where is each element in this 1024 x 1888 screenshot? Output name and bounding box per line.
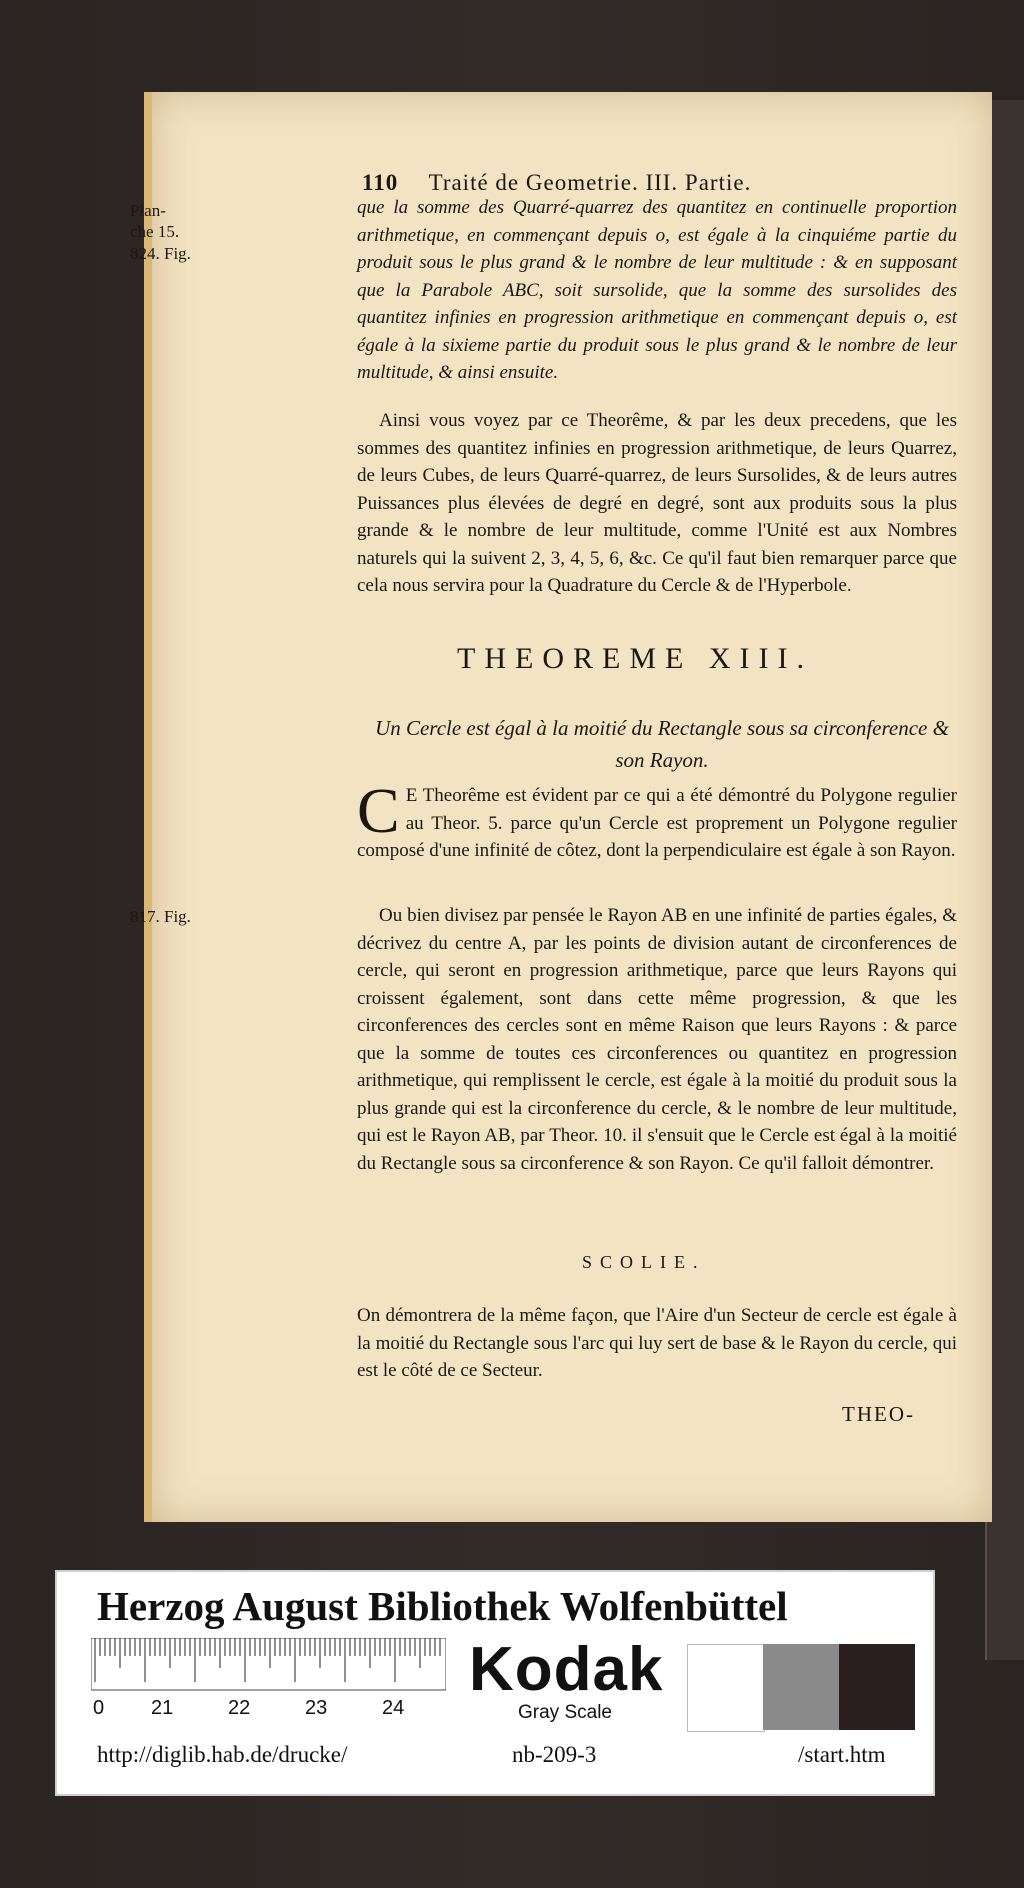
paragraph-ainsi: Ainsi vous voyez par ce Theorême, & par les deux precedens, que les sommes des quantitez infinies en progression arithmetique, de leurs Quarrez, de leurs Cubes, de leurs Quarré-quarrez, de leurs Sursolides, & de leurs autres Puissances plus élevées de degré en degré, sont aux produits sous la plus grande & le nombre de leur multitude, comme l'Unité est aux Nombres naturels qui la suivent 2, 3, 4, 5, 6, &c. Ce qu'il faut bien remarquer parce que cela nous servira pour la Quadrature du Cercle & de l'Hyperbole. bbox=[357, 410, 957, 596]
url-left: http://diglib.hab.de/drucke/ bbox=[97, 1742, 348, 1767]
ruler-label-21: 21 bbox=[151, 1697, 174, 1719]
running-title: Traité de Geometrie. III. Partie. bbox=[428, 170, 752, 195]
document-code: nb-209-3 bbox=[512, 1742, 597, 1767]
url-right: /start.htm bbox=[798, 1742, 886, 1767]
gray-scale-label: Gray Scale bbox=[518, 1702, 612, 1723]
page-number: 110 bbox=[362, 170, 399, 195]
measurement-ruler bbox=[91, 1638, 446, 1720]
proof-paragraph-2: Ou bien divisez par pensée le Rayon AB en une infinité de parties égales, & décrivez du centre A, par les points de division autant de circonferences de cercle, qui seront en progression arithmetique, parce que leurs Rayons qui croissent également, sont dans cette même progression, & que les circonferences des cercles sont en même Raison que leurs Rayons : & parce que la somme de toutes ces circonferences ou quantitez en progression arithmetique, qui remplissent le cercle, est égale à la moitié du produit sous la plus grande qui est la circonference du cercle, & le nombre de leur multitude, qui est le Rayon AB, par Theor. 10. il s'ensuit que le Cercle est égal à la moitié du Rectangle sous sa circonference & son Rayon. Ce qu'il falloit démontrer. bbox=[357, 905, 957, 1174]
gray-patch-dark bbox=[839, 1644, 915, 1730]
library-name: Herzog August Bibliothek Wolfenbüttel bbox=[97, 1583, 788, 1629]
proof-paragraph-1 bbox=[357, 775, 957, 865]
gray-patch-white bbox=[687, 1644, 765, 1732]
book-page bbox=[130, 92, 992, 1522]
ruler-label-22: 22 bbox=[228, 1697, 251, 1719]
theorem-statement: Un Cercle est égal à la moitié du Rectangle sous sa circonference & son Rayon. bbox=[375, 716, 949, 772]
scolie-text: On démontrera de la même façon, que l'Aire d'un Secteur de cercle est égale à la moitié du Rectangle sous l'arc qui luy sert de base & le Rayon du cercle, qui est le côté de ce Secteur. bbox=[357, 1305, 957, 1381]
theorem-title: THEOREME XIII. bbox=[457, 642, 813, 675]
scolie-title: SCOLIE. bbox=[582, 1252, 706, 1272]
ruler-label-24: 24 bbox=[382, 1697, 405, 1719]
ruler-label-23: 23 bbox=[305, 1697, 328, 1719]
page-header bbox=[362, 170, 751, 196]
drop-cap: C bbox=[357, 775, 400, 846]
margin-note-figure: 817. Fig. bbox=[130, 907, 191, 926]
archive-footer-card bbox=[55, 1570, 935, 1796]
ruler-label-0: 0 bbox=[93, 1697, 105, 1719]
catchword: THEO- bbox=[842, 1402, 915, 1426]
paragraph-continuation: que la somme des Quarré-quarrez des quantitez en continuelle proportion arithmetique, en commençant depuis o, est égale à la cinquiéme partie du produit sous le plus grand & le nombre de leur multitude : & en supposant que la Parabole ABC, soit sursolide, que la somme des sursolides des quantitez infinies en progression arithmetique en commençant depuis o, est égale à la sixieme partie du produit sous le plus grand & le nombre de leur multitude, & ainsi ensuite. bbox=[357, 197, 957, 383]
proof-text-1: E Theorême est évident par ce qui a été démontré du Polygone regulier au Theor. 5. parce qu'un Cercle est proprement un Polygone regulier composé d'une infinité de côtez, dont la perpendiculaire est égale à son Rayon. bbox=[357, 785, 957, 861]
kodak-logo: Kodak bbox=[469, 1635, 664, 1704]
margin-note-plate: Plan- che 15. 824. Fig. bbox=[130, 201, 191, 263]
gray-patch-gray bbox=[763, 1644, 839, 1730]
